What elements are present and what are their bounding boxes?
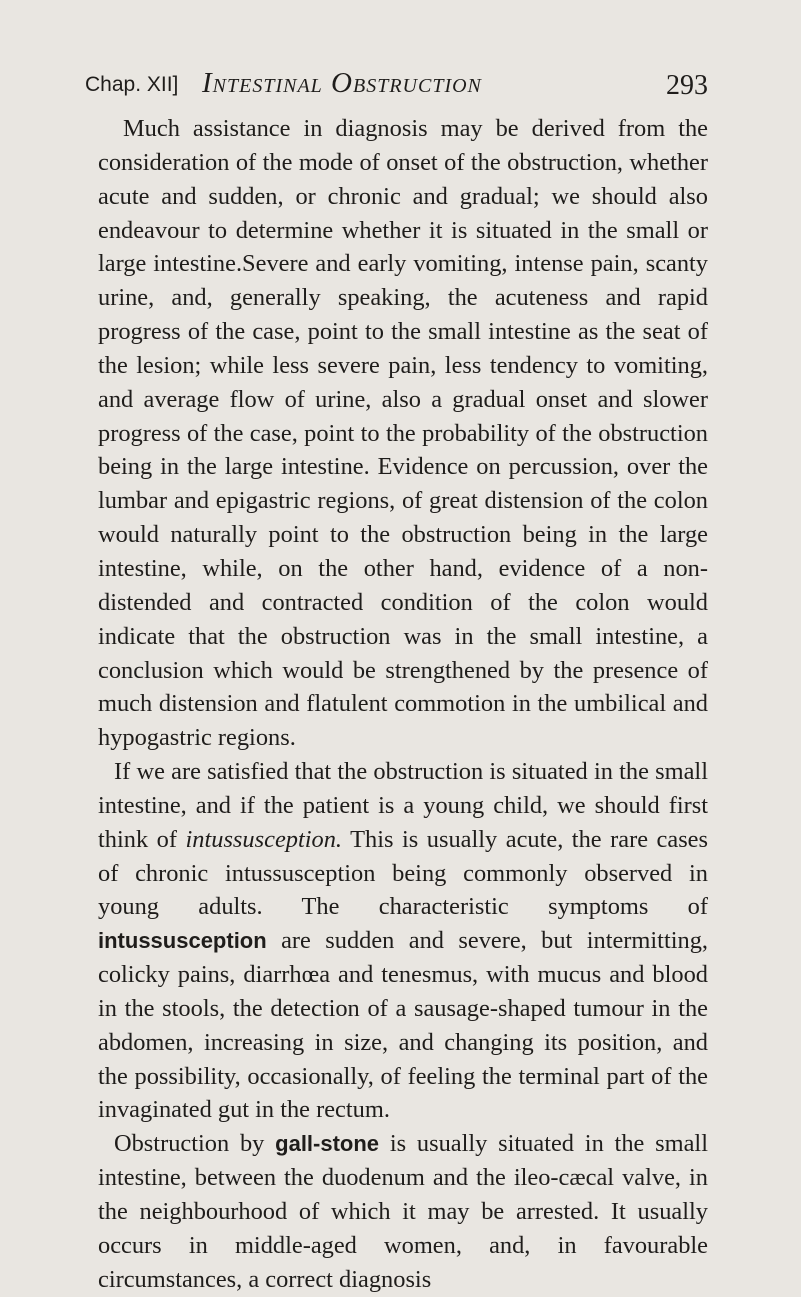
paragraph-gall-stone	[98, 1127, 708, 1296]
bold-term-intussusception: intussusception	[98, 928, 267, 954]
paragraph-text: Severe and early vomiting, intense pain, scanty urine, and, generally speaking, the acuteness and rapid progress of the case, point to the small intestine as the seat of the lesion; while less severe pain, less tendency to vomiting, and average flow of urine, also a gradual onset and slower progress of the case, point to the probability of the obstruction being in the large intestine. Evidence on percussion, over the lumbar and epigastric regions, of great distension of the colon would naturally point to the obstruction being in the large intestine, while, on the other hand, evidence of a non-distended and contracted condition of the colon would indicate that the obstruction was in the small intestine, a conclusion which would be strengthened by the presence of much distension and flatulent commotion in the umbilical and hypogastric regions.	[98, 250, 709, 752]
paragraph-text: If we are satisfied that the obstruction is situated in the small intestine, and if the patient is a young child, we should first think of	[98, 758, 708, 853]
italic-term-intussusception: intussusception.	[185, 825, 343, 853]
bold-term-gall-stone: gall-stone	[275, 1131, 380, 1157]
paragraph-text: Obstruction by	[114, 1130, 276, 1158]
paragraph-text: is usually situated in the small intestine, between the duodenum and the ileo-cæcal valve, in the neighbourhood of which it may be arrested. It usually occurs in middle-aged women, and, in favourable circumstances, a correct diagnosis	[98, 1130, 708, 1293]
paragraph-text: This is usually acute, the rare cases of chronic intussusception being commonly observed in young adults. The characteristic symptoms of	[98, 825, 708, 921]
body-text	[98, 112, 708, 1297]
running-head	[85, 60, 708, 100]
chapter-label: Chap. XII]	[85, 73, 179, 96]
paragraph-text: are sudden and severe, but intermitting, colicky pains, diarrhœa and tenesmus, with mucus and blood in the stools, the detection of a sausage-shaped tumour in the abdomen, increasing in size, and changing its position, and the possibility, occasionally, of feeling the terminal part of the invaginated gut in the rectum.	[98, 927, 708, 1124]
paragraph-diagnosis-onset	[98, 112, 708, 755]
chapter-title: Intestinal Obstruction	[202, 67, 482, 99]
paragraph-text: Much assistance in diagnosis may be derived from the consideration of the mode of onset of the obstruction, whether acute and sudden, or chronic and gradual; we should also endeavour to determine whether it is situated in the small or large intestine.	[98, 115, 708, 278]
page-number: 293	[666, 70, 708, 101]
paragraph-intussusception	[98, 755, 708, 1127]
